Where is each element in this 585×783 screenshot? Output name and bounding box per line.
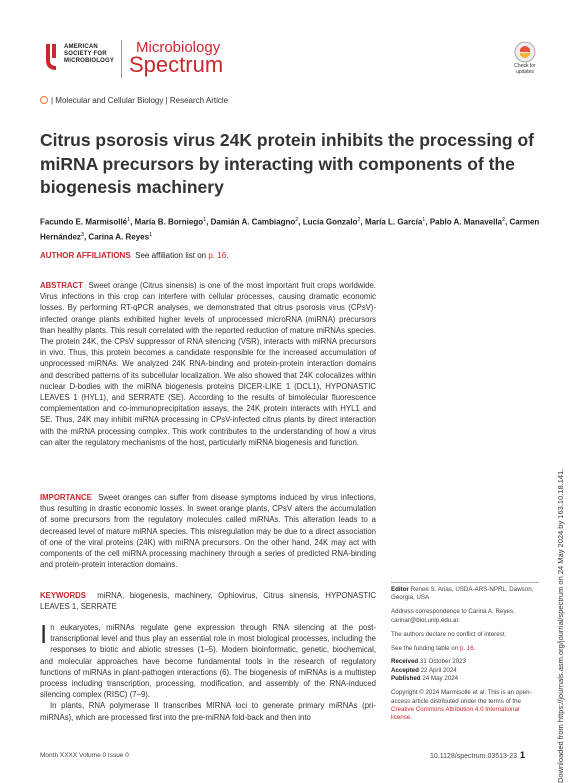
author-name: Damián A. Cambiagno <box>210 217 296 227</box>
article-category <box>40 96 228 105</box>
author-name: Facundo E. Marmisollé <box>40 217 128 227</box>
received-label: Received <box>391 658 419 666</box>
article-title: Citrus psorosis virus 24K protein inhibits the processing of miRNA precursors by interacting with components of the biogenesis machinery <box>40 130 534 197</box>
importance-text: Sweet oranges can suffer from disease symptoms induced by virus infections, thus resulting in drastic economic losses. In sweet orange plants, CPsV alters the accumulation of some precursors from the regulatory molecules called miRNAs. This alteration leads to a decreased level of mature miRNA species. This misregulation may be due to a direct association of one of the viral proteins (24K) with miRNA precursors. On the other hand, 24K may act with components of the cell miRNA processing machinery through a series of predicted RNA-binding and protein-protein interaction domains. <box>40 493 376 570</box>
doi-and-page <box>430 750 525 760</box>
intro-paragraph-1 <box>40 619 376 700</box>
accepted-date: 22 April 2024 <box>420 666 457 674</box>
copyright-text: Copyright © 2024 Marmisollé et al. This is an open-access article distributed under the terms of the <box>391 689 532 705</box>
page-number: 1 <box>520 750 526 760</box>
affiliations-page-link[interactable]: p. 16 <box>208 251 227 260</box>
accepted-label: Accepted <box>391 666 419 674</box>
author-affiliation-number: 2 <box>357 217 361 223</box>
author-affiliation-number: 2 <box>501 217 506 223</box>
editor-text: Renee S. Arias, USDA-ARS-NPRL, Dawson, Georgia, USA <box>391 586 534 602</box>
author-list: Facundo E. Marmisollé$^1$, María B. Borniego$^1$, Damián A. Cambiagno$^2$, Lucía Gonzalo$^2$, María L. García$^1$, Pablo A. Manavella$^2$, Carmen Hernández$^3$, Carina A. Reyes$^1$ <box>40 217 540 242</box>
published-date: 24 May 2024 <box>422 675 459 683</box>
asm-emblem-icon <box>42 42 60 72</box>
editor-label: Editor <box>391 586 409 593</box>
abstract-label: ABSTRACT <box>40 281 83 290</box>
copyright <box>391 689 539 723</box>
doi[interactable]: 10.1128/spectrum.03513-23 <box>430 753 518 760</box>
crossmark-icon <box>506 41 544 65</box>
drop-cap: I <box>40 619 48 649</box>
license-link[interactable]: Creative Commons Attribution 4.0 International license <box>391 705 520 722</box>
keywords-text: miRNA, biogenesis, machinery, Ophiovirus, Citrus sinensis, HYPONASTIC LEAVES 1, SERRATE <box>40 591 376 612</box>
keywords <box>40 590 376 612</box>
affiliations-text: See affiliation list on <box>135 251 207 260</box>
author-affiliation-number: 1 <box>203 217 207 223</box>
funding-note: See the funding table on p. 16. <box>391 644 476 652</box>
received-date: 31 October 2023 <box>419 658 467 666</box>
issue-info: Month XXXX Volume 0 Issue 0 <box>40 752 129 759</box>
open-access-icon <box>40 96 48 104</box>
journal-name-line2: Spectrum <box>129 52 224 77</box>
author-affiliations <box>40 251 228 260</box>
funding-text: See the funding table on <box>391 644 459 652</box>
journal-name-line1: Microbiology <box>136 39 221 56</box>
abstract <box>40 280 376 448</box>
download-note: Downloaded from https://journals.asm.org/journal/spectrum on 24 May 2024 by 163.10.18.141. <box>556 468 565 783</box>
section-label: | Molecular and Cellular Biology | Research Article <box>51 96 229 105</box>
correspondence: Address correspondence to Carina A. Reyes, carinar@biol.unlp.edu.ar. <box>391 608 515 624</box>
importance <box>40 492 376 570</box>
publisher-name <box>64 44 114 65</box>
funding-page-link[interactable]: p. 16 <box>459 644 474 652</box>
sidebar-rule <box>391 582 539 583</box>
header-divider <box>121 40 122 78</box>
editor-info <box>391 586 539 603</box>
conflict-statement: The authors declare no conflict of interest. <box>391 630 507 638</box>
asm-logo <box>40 40 120 80</box>
license-end: . <box>410 714 412 722</box>
badge-line-1: Check for <box>514 63 536 69</box>
author-name: Pablo A. Manavella <box>429 217 502 227</box>
badge-label <box>506 63 544 75</box>
intro-text-1: n eukaryotes, miRNAs regulate gene expression through RNA silencing at the post-transcriptional level and thus play an essential role in most biological processes, including the responses to biotic and abiotic stresses (1–5). Modern bioinformatic, genetic, biochemical, and molecular approaches have become fundamental tools in the research of regulatory functions of miRNAs in plant-pathogen interactions (6). The biogenesis of miRNAs is a multistep process including transcription, processing, modification, and assembly of the RNA-induced silencing complex (RISC) (7–9). <box>40 623 376 700</box>
check-for-updates-badge[interactable] <box>506 41 544 79</box>
abstract-text: Sweet orange (Citrus sinensis) is one of the most important fruit crops worldwide. Virus infections in this crop can interfere with cellular processes, causing dramatic economic losses. By performing RT-qPCR analyses, we demonstrated that citrus psorosis virus (CPsV)-infected orange plants exhibited higher levels of unprocessed microRNA (miRNA) precursors than healthy plants. This result correlated with the reported reduction of mature miRNAs species. The protein 24K, the CPsV suppressor of RNA silencing (VSR), interacts with miRNA precursors in vivo. Thus, this protein becomes a candidate responsible for the increased accumulation of unprocessed miRNAs. We analyzed 24K RNA-binding and protein-protein interaction domains and described patterns of its subcellular localization. We also showed that 24K colocalizes within nuclear D-bodies with the miRNA biogenesis proteins DICER-LIKE 1 (DCL1), HYPONASTIC LEAVES 1 (HYL1), and SERRATE (SE). According to the results of bimolecular fluorescence complementation and co-immunoprecipitation assays, the 24K protein interacts with HYL1 and SE. Thus, 24K may inhibit miRNA processing in CPsV-infected citrus plants by direct interaction with the miRNA processing complex. This work contributes to the understanding of how a virus can alter the regulatory mechanisms of the host, particularly miRNA biogenesis and function. <box>40 281 376 447</box>
dates <box>391 658 539 683</box>
publisher-line-2: SOCIETY FOR <box>64 51 107 57</box>
author-affiliation-number: 2 <box>295 217 299 223</box>
publisher-line-3: MICROBIOLOGY <box>64 58 115 64</box>
author-name: María L. García <box>364 217 423 227</box>
author-affiliation-number: 1 <box>127 217 131 223</box>
author-name: Carmen Hernández <box>40 217 540 242</box>
published-label: Published <box>391 675 421 683</box>
affiliations-end: . <box>226 251 229 260</box>
author-affiliation-number: 3 <box>80 231 84 238</box>
publisher-line-1: AMERICAN <box>64 44 98 50</box>
author-affiliation-number: 1 <box>422 217 426 223</box>
author-name: Carina A. Reyes <box>88 232 150 242</box>
badge-line-2: updates <box>516 69 534 75</box>
importance-label: IMPORTANCE <box>40 493 92 502</box>
author-affiliation-number: 1 <box>149 231 153 238</box>
keywords-label: KEYWORDS <box>40 591 86 600</box>
intro-paragraph-2: In plants, RNA polymerase II transcribes MIRNA loci to generate primary miRNAs (pri-miRNAs), which are processed first into the pre-miRNA fold-back and then into <box>40 701 376 722</box>
author-name: María B. Borniego <box>134 217 204 227</box>
article-info-sidebar <box>391 582 539 728</box>
affiliations-label: AUTHOR AFFILIATIONS <box>40 251 131 260</box>
author-name: Lucía Gonzalo <box>302 217 358 227</box>
